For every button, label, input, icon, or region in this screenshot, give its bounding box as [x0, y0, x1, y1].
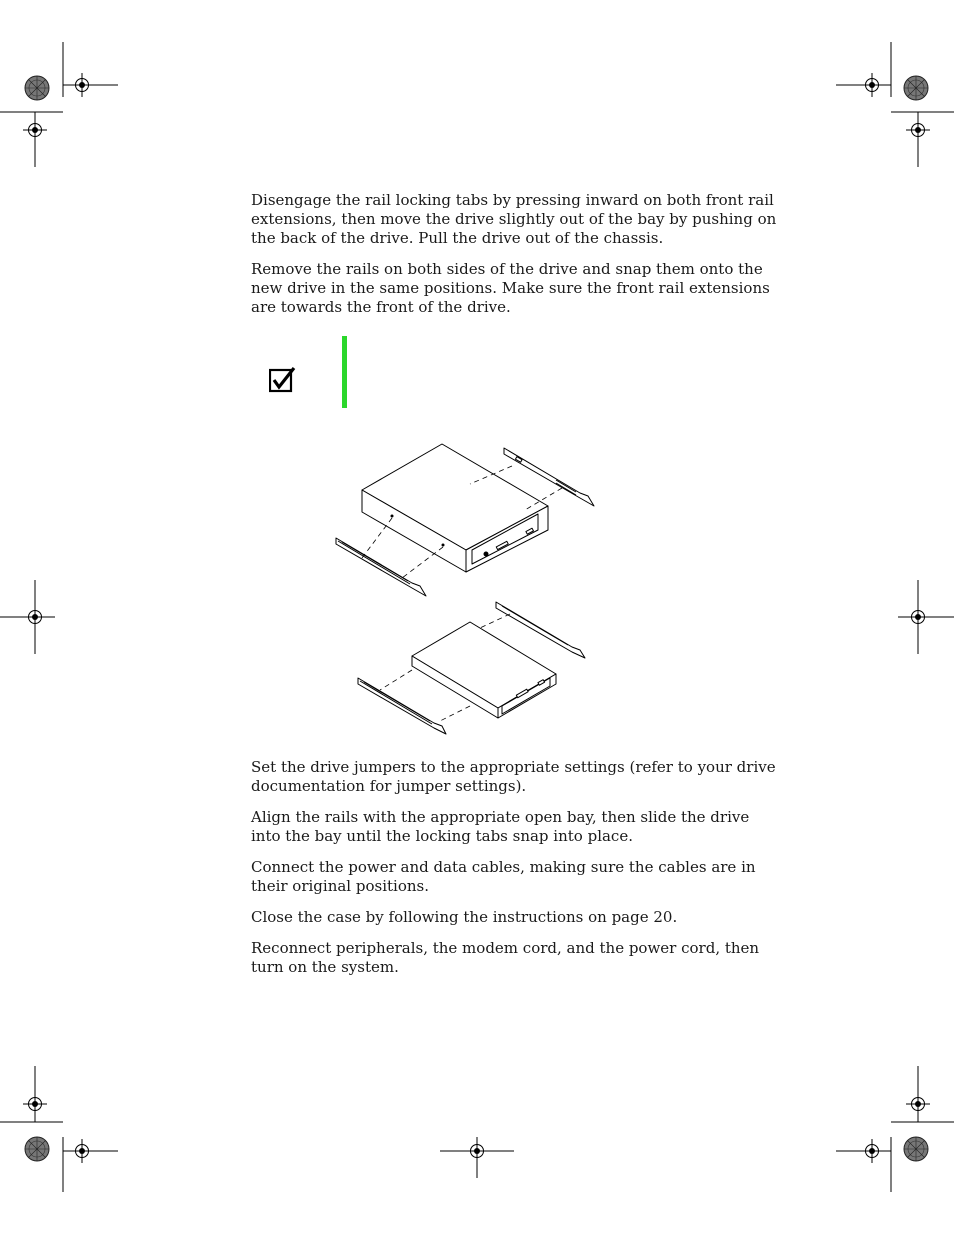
- step-reconnect-text: Reconnect peripherals, the modem cord, and the power cord, then turn on the system.: [251, 939, 760, 976]
- color-bar-star-icon: [25, 1137, 49, 1161]
- step-remove-rails-text: Remove the rails on both sides of the drive and snap them onto the new drive in the same positions. Make sure the front rail extensions are towards the front of the drive.: [251, 260, 770, 316]
- step-align-text: Align the rails with the appropriate open bay, then slide the drive into the bay until the locking tabs snap into place.: [251, 808, 750, 845]
- step-close-text: Close the case by following the instructions on page 20.: [251, 908, 678, 926]
- color-bar-star-icon: [25, 76, 49, 100]
- color-bar-star-icon: [904, 1137, 928, 1161]
- note-accent-bar: [342, 336, 347, 408]
- checkmark-note-icon: [269, 367, 296, 393]
- drive-rails-illustration: [330, 438, 600, 738]
- color-bar-star-icon: [904, 76, 928, 100]
- step-disengage-text: Disengage the rail locking tabs by pressing inward on both front rail extensions, then move the drive slightly out of the bay by pushing on the back of the drive. Pull the drive out of the chassis.: [251, 191, 777, 247]
- step-connect-text: Connect the power and data cables, making sure the cables are in their original positions.: [251, 858, 756, 895]
- step-jumpers-text: Set the drive jumpers to the appropriate settings (refer to your drive documentation for jumper settings).: [251, 758, 776, 795]
